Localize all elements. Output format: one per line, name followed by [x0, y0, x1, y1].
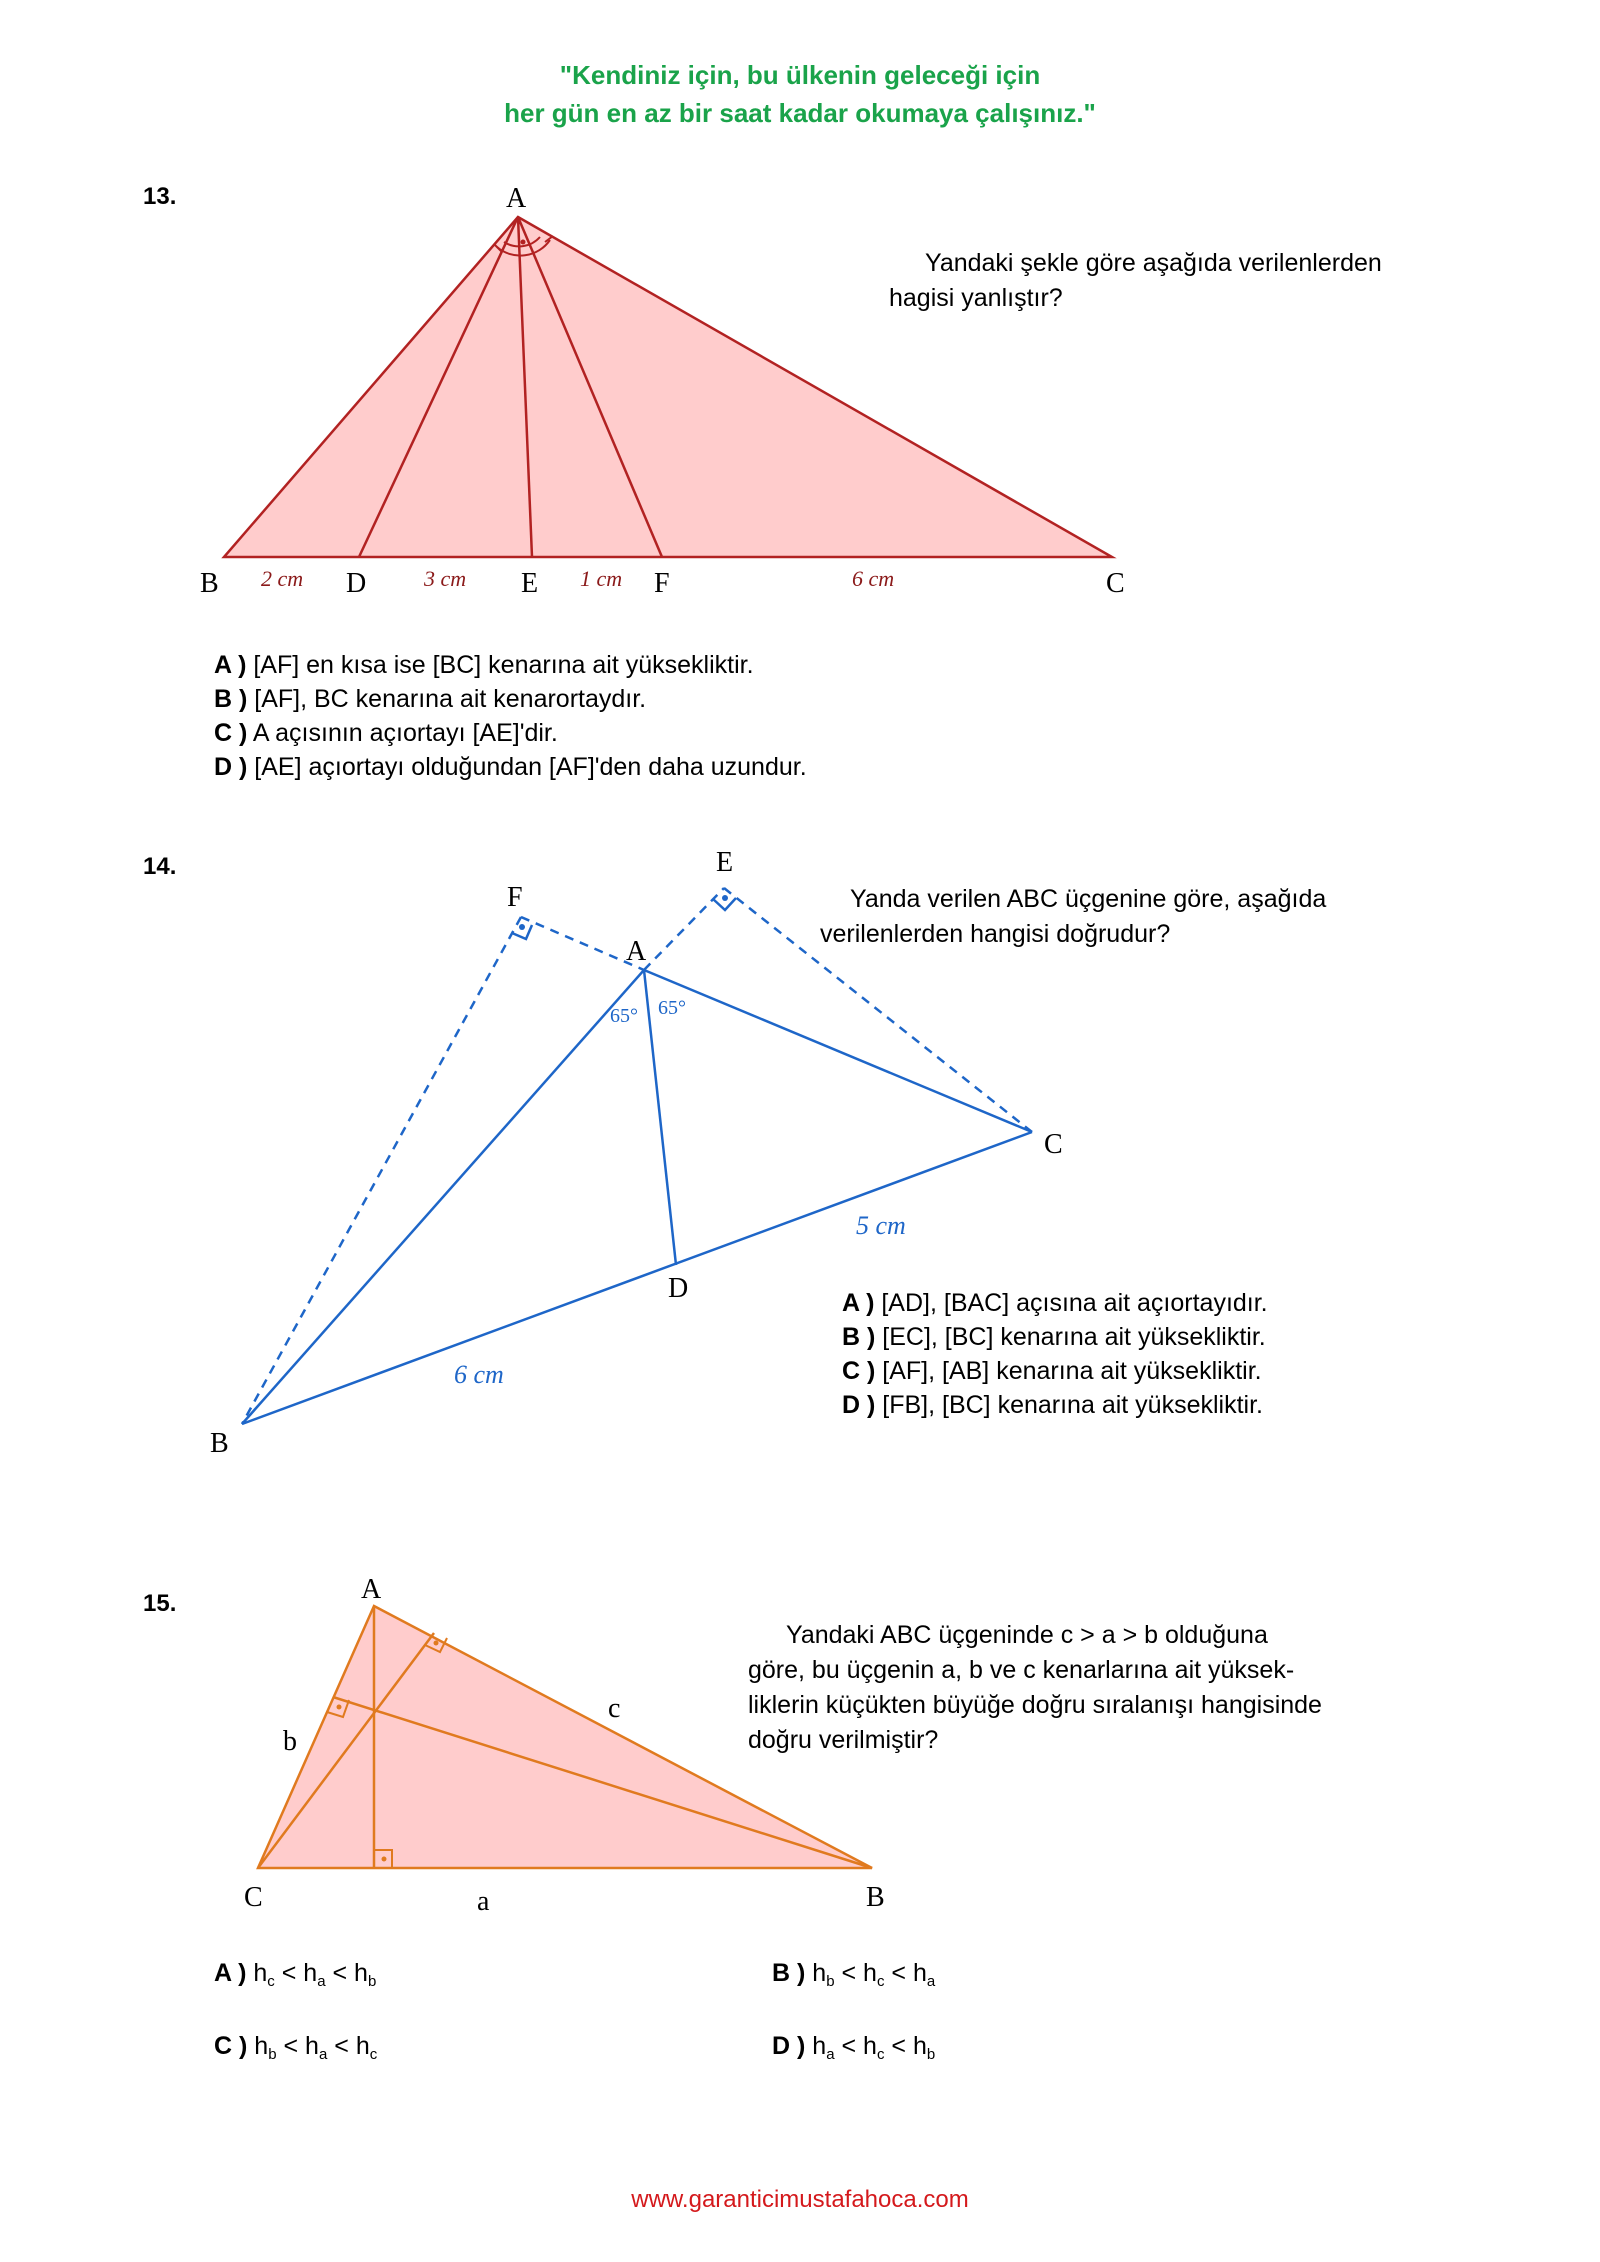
- q14-angle-dac: 65°: [658, 997, 686, 1019]
- q14-question-text: [820, 882, 1420, 952]
- option-text: [AF] en kısa ise [BC] kenarına ait yüksekliktir.: [253, 651, 754, 679]
- subscript: b: [367, 1973, 377, 1990]
- q15-right-angle-dot: [382, 1857, 387, 1862]
- q15-point-a: A: [361, 1574, 382, 1605]
- q13-length-bd: 2 cm: [261, 566, 304, 591]
- subscript: c: [876, 1973, 885, 1990]
- less-than: <: [891, 1959, 907, 1987]
- h-symbol: h: [812, 1959, 827, 1987]
- option-letter: D ): [214, 753, 248, 781]
- subscript: a: [826, 2046, 835, 2063]
- option-letter: B ): [214, 685, 248, 713]
- q15-question-text: [748, 1618, 1408, 1758]
- q14-option-d[interactable]: [842, 1388, 1268, 1422]
- q14-angle-bad: 65°: [610, 1005, 638, 1027]
- subscript: c: [369, 2046, 378, 2063]
- q14-length-dc: 5 cm: [856, 1211, 906, 1240]
- subscript: a: [926, 1973, 936, 1990]
- q13-point-b: B: [200, 568, 219, 599]
- q14-options: [842, 1286, 1268, 1422]
- subscript: a: [317, 1973, 326, 1990]
- subscript: b: [268, 2046, 277, 2063]
- q13-text-line-1: Yandaki şekle göre aşağıda verilenlerden: [925, 249, 1382, 277]
- h-symbol: h: [863, 2032, 877, 2060]
- q13-option-b[interactable]: [214, 682, 807, 716]
- footer-url[interactable]: www.garanticimustafahoca.com: [631, 2186, 969, 2213]
- motto-line-2: her gün en az bir saat kadar okumaya çalışınız.": [504, 98, 1096, 128]
- option-letter: C ): [214, 719, 248, 747]
- q14-option-a[interactable]: [842, 1286, 1268, 1320]
- q15-side-c: c: [608, 1693, 621, 1724]
- question-15-number: 15.: [143, 1590, 177, 1617]
- option-text: [EC], [BC] kenarına ait yüksekliktir.: [882, 1323, 1266, 1351]
- q14-point-f: F: [507, 882, 523, 913]
- q14-point-e: E: [716, 847, 734, 878]
- q15-point-c: C: [244, 1882, 263, 1913]
- q14-point-b: B: [210, 1428, 229, 1459]
- subscript: b: [826, 1973, 835, 1990]
- q14-point-c: C: [1044, 1129, 1063, 1160]
- q15-text-line-2: göre, bu üçgenin a, b ve c kenarlarına ait yüksek-: [748, 1656, 1295, 1684]
- option-text: [FB], [BC] kenarına ait yüksekliktir.: [882, 1391, 1263, 1419]
- q13-angle-dot: [521, 240, 526, 245]
- q14-right-angle-dot-f: [519, 924, 525, 930]
- h-symbol: h: [305, 2032, 319, 2060]
- question-14-number: 14.: [143, 853, 177, 880]
- h-symbol: h: [355, 2032, 370, 2060]
- option-letter: D ): [842, 1391, 876, 1419]
- option-text: [AE] açıortayı olduğundan [AF]'den daha uzundur.: [254, 753, 807, 781]
- q14-point-a: A: [626, 936, 647, 967]
- q13-options: [214, 648, 807, 784]
- option-letter: B ): [772, 1959, 806, 1987]
- h-symbol: h: [812, 2032, 827, 2060]
- h-symbol: h: [863, 1959, 877, 1987]
- h-symbol: h: [254, 2032, 269, 2060]
- q13-text-line-2: hagisi yanlıştır?: [889, 284, 1063, 312]
- q15-option-d[interactable]: [772, 2029, 935, 2067]
- q13-point-f: F: [654, 568, 670, 599]
- h-symbol: h: [253, 1959, 268, 1987]
- option-text: [AF], [AB] kenarına ait yüksekliktir.: [882, 1357, 1262, 1385]
- subscript: b: [926, 2046, 936, 2063]
- q13-option-d[interactable]: [214, 750, 807, 784]
- q14-right-angle-dot-e: [722, 895, 728, 901]
- less-than: <: [283, 2032, 299, 2060]
- q14-side-ab: [242, 970, 644, 1424]
- q15-option-b[interactable]: [772, 1956, 935, 1994]
- q15-option-a[interactable]: [214, 1956, 376, 1994]
- h-symbol: h: [912, 1959, 927, 1987]
- q13-point-d: D: [346, 568, 367, 599]
- option-letter: A ): [214, 1959, 247, 1987]
- question-13-number: 13.: [143, 183, 177, 210]
- q13-length-de: 3 cm: [424, 566, 467, 591]
- q15-text-line-1: Yandaki ABC üçgeninde c > a > b olduğuna: [786, 1621, 1268, 1649]
- less-than: <: [841, 2032, 857, 2060]
- q14-side-ac: [644, 970, 1032, 1132]
- q15-text-line-4: doğru verilmiştir?: [748, 1726, 939, 1754]
- subscript: c: [267, 1973, 275, 1990]
- subscript: c: [876, 2046, 885, 2063]
- q13-length-ef: 1 cm: [580, 566, 623, 591]
- q15-right-angle-dot: [337, 1705, 342, 1710]
- h-symbol: h: [354, 1959, 368, 1987]
- q14-option-c[interactable]: [842, 1354, 1268, 1388]
- q15-right-angle-dot: [434, 1641, 439, 1646]
- less-than: <: [891, 2032, 907, 2060]
- option-text: [AD], [BAC] açısına ait açıortayıdır.: [881, 1289, 1268, 1317]
- option-text: A açısının açıortayı [AE]'dir.: [252, 719, 558, 747]
- option-text: [AF], BC kenarına ait kenarortaydır.: [254, 685, 647, 713]
- q13-question-text: [889, 246, 1449, 316]
- option-letter: C ): [214, 2032, 248, 2060]
- motto-line-1: "Kendiniz için, bu ülkenin geleceği için: [559, 60, 1041, 90]
- option-letter: D ): [772, 2032, 806, 2060]
- less-than: <: [334, 2032, 349, 2060]
- h-symbol: h: [303, 1959, 318, 1987]
- q13-length-fc: 6 cm: [852, 566, 895, 591]
- q14-point-d: D: [668, 1273, 689, 1304]
- q13-option-a[interactable]: [214, 648, 807, 682]
- less-than: <: [281, 1959, 297, 1987]
- q14-text-line-2: verilenlerden hangisi doğrudur?: [820, 920, 1171, 948]
- q13-point-e: E: [521, 568, 539, 599]
- q15-side-b: b: [283, 1726, 297, 1757]
- option-letter: A ): [842, 1289, 875, 1317]
- q13-option-c[interactable]: [214, 716, 807, 750]
- subscript: a: [318, 2046, 328, 2063]
- q14-length-bd: 6 cm: [454, 1360, 504, 1389]
- option-letter: C ): [842, 1357, 876, 1385]
- q13-point-c: C: [1106, 568, 1125, 599]
- less-than: <: [841, 1959, 857, 1987]
- option-letter: A ): [214, 651, 247, 679]
- h-symbol: h: [912, 2032, 927, 2060]
- option-letter: B ): [842, 1323, 876, 1351]
- q15-option-c[interactable]: [214, 2029, 377, 2067]
- q14-text-line-1: Yanda verilen ABC üçgenine göre, aşağıda: [850, 885, 1327, 913]
- q15-text-line-3: liklerin küçükten büyüğe doğru sıralanışı hangisinde: [748, 1691, 1322, 1719]
- q14-dashed-ae: [644, 888, 724, 970]
- q14-option-b[interactable]: [842, 1320, 1268, 1354]
- q15-point-b: B: [866, 1882, 885, 1913]
- less-than: <: [332, 1959, 348, 1987]
- q13-point-a: A: [506, 183, 527, 214]
- q14-dashed-fb: [242, 917, 521, 1424]
- q15-side-a: a: [477, 1886, 490, 1917]
